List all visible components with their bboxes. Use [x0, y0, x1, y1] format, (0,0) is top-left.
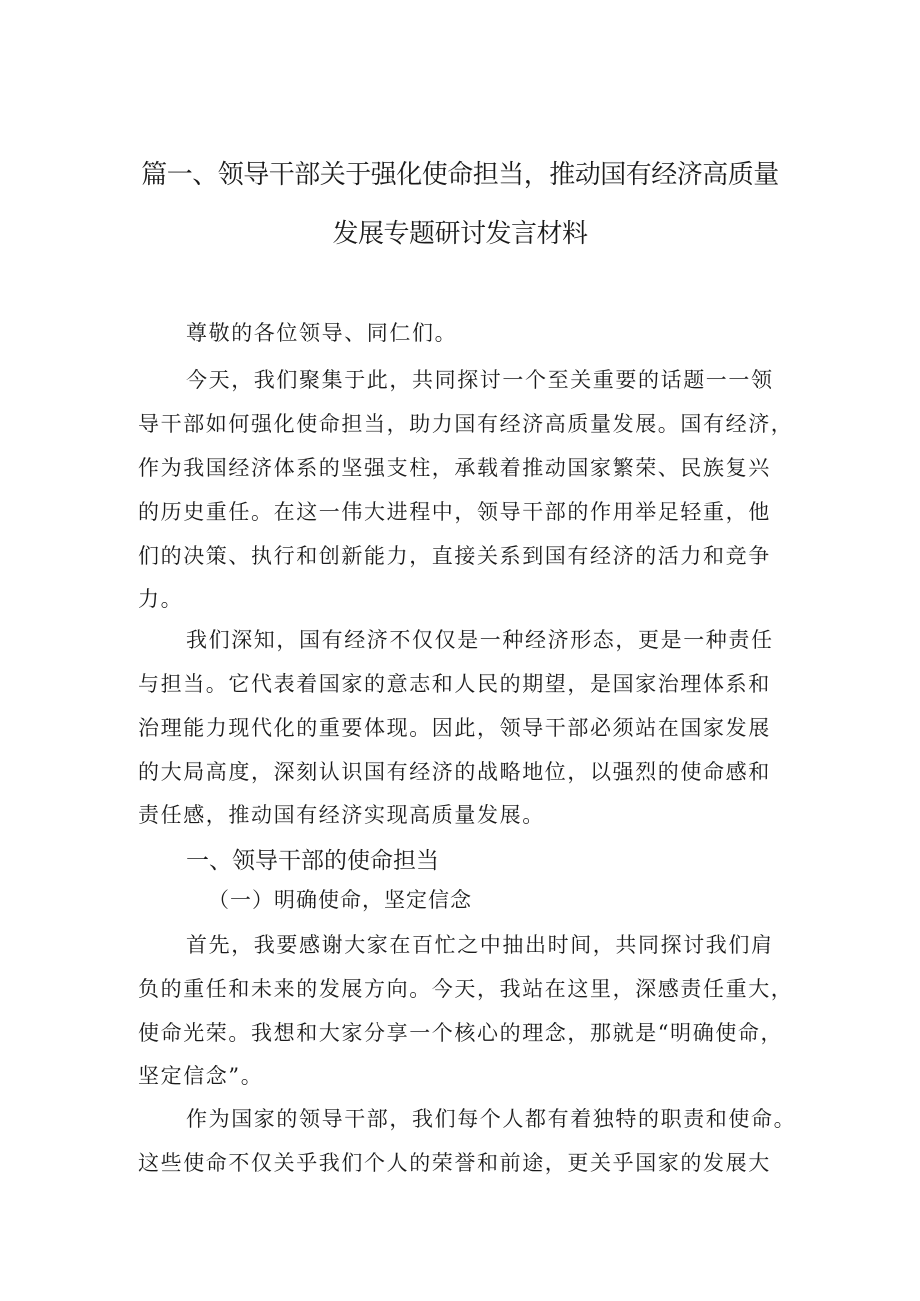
paragraph-4-line: 这些使命不仅关乎我们个人的荣誉和前途，更关乎国家的发展大 — [138, 1151, 771, 1175]
paragraph-2-line: 与担当。它代表着国家的意志和人民的期望，是国家治理体系和 — [138, 672, 771, 696]
paragraph-2-line: 责任感，推动国有经济实现高质量发展。 — [138, 803, 545, 827]
paragraph-2-line: 的大局高度，深刻认识国有经济的战略地位，以强烈的使命感和 — [138, 760, 771, 784]
section-heading: 一、领导干部的使命担当 — [186, 848, 439, 874]
paragraph-4-line: 作为国家的领导干部，我们每个人都有着独特的职责和使命。 — [186, 1107, 797, 1131]
paragraph-1-line: 今天，我们聚集于此，共同探讨一个至关重要的话题一一领 — [186, 368, 774, 392]
paragraph-2-line: 我们深知，国有经济不仅仅是一种经济形态，更是一种责任 — [186, 628, 774, 652]
paragraph-1-line: 力。 — [138, 587, 184, 611]
document-title-line-1: 篇一、领导干部关于强化使命担当，推动国有经济高质量 — [141, 160, 779, 190]
paragraph-3-line: 负的重任和未来的发展方向。今天，我站在这里，深感责任重大， — [138, 977, 794, 1001]
paragraph-1-line: 的历史重任。在这一伟大进程中，领导干部的作用举足轻重，他 — [138, 500, 771, 524]
paragraph-3-line: 首先，我要感谢大家在百忙之中抽出时间，共同探讨我们肩 — [186, 933, 774, 957]
paragraph-1-line: 导干部如何强化使命担当，助力国有经济高质量发展。国有经济， — [138, 412, 794, 436]
paragraph-3-line: 坚定信念”。 — [138, 1064, 264, 1088]
paragraph-1-line: 作为我国经济体系的坚强支柱，承载着推动国家繁荣、民族复兴 — [138, 456, 771, 480]
paragraph-3-line: 使命光荣。我想和大家分享一个核心的理念，那就是“明确使命， — [138, 1021, 784, 1045]
paragraph-2-line: 治理能力现代化的重要体现。因此，领导干部必须站在国家发展 — [138, 716, 771, 740]
document-title-line-2: 发展专题研讨发言材料 — [332, 219, 588, 249]
subsection-heading: （一）明确使命，坚定信念 — [208, 888, 472, 912]
paragraph-1-line: 们的决策、执行和创新能力，直接关系到国有经济的活力和竞争 — [138, 544, 771, 568]
salutation: 尊敬的各位领导、同仁们。 — [186, 321, 458, 345]
